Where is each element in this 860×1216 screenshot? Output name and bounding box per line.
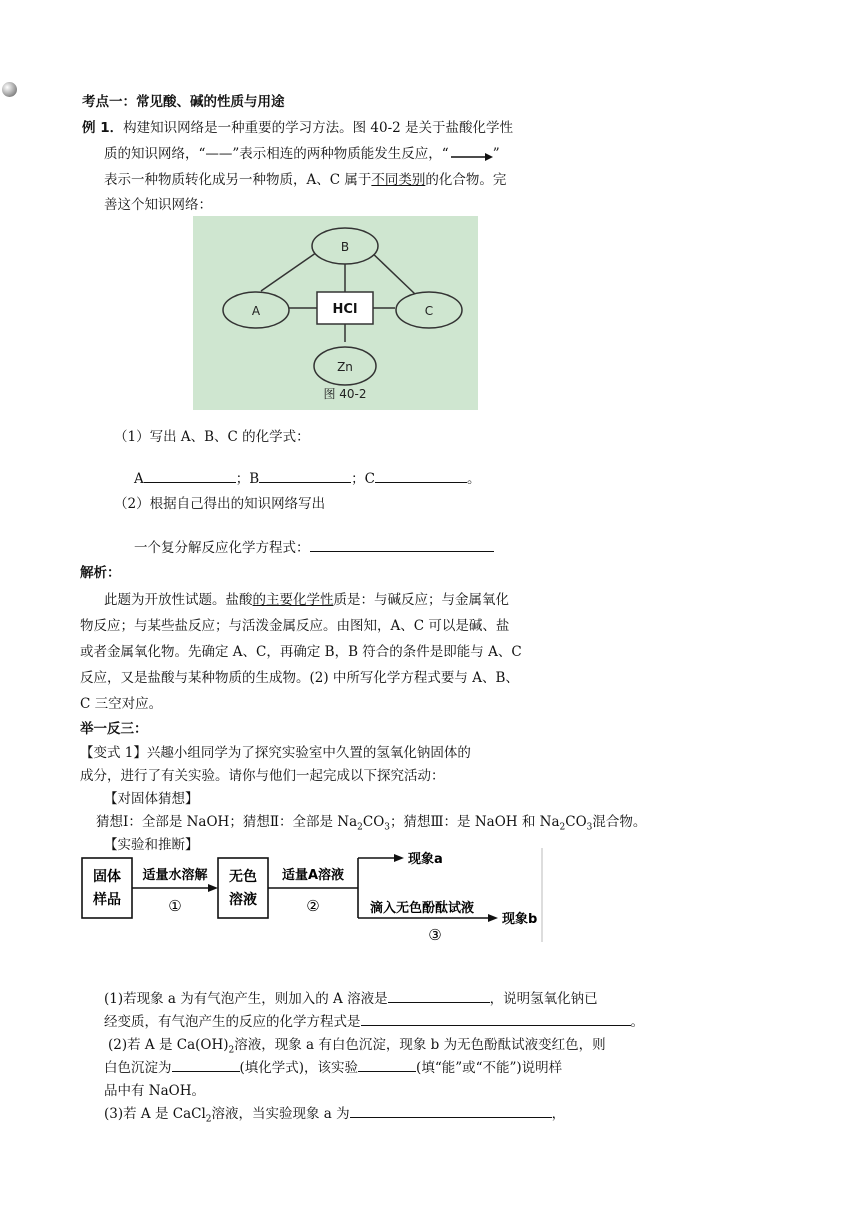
step-2-label: 适量A溶液	[281, 868, 345, 883]
subscript: 2	[559, 822, 566, 833]
example-text: 表示一种物质转化成另一种物质，A、C 属于	[104, 172, 372, 188]
step-3-label: 滴入无色酚酞试液	[369, 901, 475, 916]
question-text: 溶液，现象 a 有白色沉淀，现象 b 为无色酚酞试液变红色，则	[234, 1037, 606, 1053]
practice-title: 举一反三：	[80, 721, 148, 737]
analysis-line-3: 或者金属氧化物。先确定 A、C，再确定 B，B 符合的条件是即能与 A、C	[80, 644, 522, 660]
blank-equation-2[interactable]	[361, 1013, 631, 1026]
box2-line-2: 溶液	[229, 892, 257, 908]
blank-a[interactable]	[144, 470, 236, 483]
blank-precipitate[interactable]	[172, 1059, 240, 1072]
question-2: （2）根据自己得出的知识网络写出	[114, 496, 326, 512]
experiment-heading: 【实验和推断】	[104, 837, 199, 853]
result-b: 现象b	[502, 912, 538, 927]
step-1-number: ①	[168, 897, 182, 915]
label-b: ；B	[235, 471, 260, 487]
step-2-number: ②	[306, 897, 320, 915]
subscript: 2	[357, 822, 363, 833]
example-line-2	[104, 142, 500, 162]
blank-equation[interactable]	[310, 539, 494, 552]
node-a: A	[251, 304, 261, 318]
example-text: 构建知识网络是一种重要的学习方法。图 40-2 是关于盐酸化学性	[123, 120, 514, 136]
guess-text: CO	[565, 814, 587, 830]
figure-caption: 图 40-2	[323, 387, 367, 401]
variant-1-line-2: 成分，进行了有关实验。请你与他们一起完成以下探究活动：	[80, 768, 445, 784]
step-1-label: 适量水溶解	[142, 868, 208, 883]
question-text: ，说明氢氧化钠已	[489, 991, 598, 1007]
box1-line-1: 固体	[93, 869, 121, 885]
analysis-line-2: 物反应；与某些盐反应；与活泼金属反应。由图知，A、C 可以是碱、盐	[80, 618, 510, 634]
experiment-flow-diagram	[80, 846, 550, 946]
section-title: 考点一：常见酸、碱的性质与用途	[82, 94, 285, 110]
box2-line-1: 无色	[229, 869, 257, 885]
label-a: A	[134, 471, 144, 487]
variant-1-line-1: 【变式 1】兴趣小组同学为了探究实验室中久置的氢氧化钠固体的	[80, 745, 471, 761]
subscript: 2	[205, 1114, 212, 1125]
sub-question-1-line-2	[104, 1010, 644, 1030]
subscript: 3	[384, 822, 391, 833]
example-text: 的化合物。完	[425, 172, 507, 188]
sub-question-3-line-1	[104, 1102, 565, 1125]
question-text: (1)若现象 a 为有气泡产生，则加入的 A 溶液是	[104, 991, 388, 1007]
result-a: 现象a	[408, 852, 443, 867]
question-text: (2)若 A 是 Ca(OH)	[108, 1037, 229, 1053]
sub-question-2-line-1	[108, 1033, 606, 1056]
question-text: 经变质，有气泡产生的反应的化学方程式是	[104, 1014, 361, 1030]
underlined-term: 的主要化学性	[252, 592, 334, 608]
bullet-ball-icon	[2, 82, 17, 97]
analysis-line-4: 反应，又是盐酸与某种物质的生成物。(2) 中所写化学方程式要与 A、B、	[80, 670, 519, 686]
sub-question-1-line-1	[104, 987, 598, 1007]
label-c: ；C	[351, 471, 376, 487]
node-c: C	[424, 304, 434, 318]
blank-can-or-cannot[interactable]	[358, 1059, 416, 1072]
guess-line	[96, 810, 646, 833]
sub-question-2-line-2	[104, 1056, 562, 1076]
underlined-term: 不同类别	[371, 172, 426, 188]
question-text: (填化学式)，该实验	[239, 1060, 359, 1076]
guess-text: 猜想Ⅰ：全部是 NaOH；猜想Ⅱ：全部是 Na	[96, 814, 358, 830]
comma: ，	[551, 1106, 566, 1122]
example-line-1	[82, 116, 513, 136]
example-label: 例 1．	[82, 120, 124, 136]
question-text: (3)若 A 是 CaCl	[104, 1106, 206, 1122]
question-text: 一个复分解反应化学方程式：	[134, 540, 310, 556]
blank-c[interactable]	[375, 470, 467, 483]
node-b: B	[340, 240, 350, 254]
blank-a-solution[interactable]	[388, 990, 490, 1003]
blank-b[interactable]	[259, 470, 351, 483]
question-text: (填“能”或“不能”)说明样	[416, 1060, 563, 1076]
period: 。	[630, 1014, 644, 1030]
question-text: 溶液，当实验现象 a 为	[211, 1106, 350, 1122]
node-zn: Zn	[337, 360, 353, 374]
question-text: 白色沉淀为	[104, 1060, 172, 1076]
knowledge-network-figure	[193, 216, 478, 410]
guess-text: CO	[362, 814, 385, 830]
box1-line-2: 样品	[93, 892, 121, 908]
example-text: 质的知识网络，“——”表示相连的两种物质能发生反应，“	[104, 146, 449, 162]
blank-phenomenon-a[interactable]	[350, 1105, 552, 1118]
guess-text: ；猜想Ⅲ：是 NaOH 和 Na	[390, 814, 560, 830]
analysis-title: 解析：	[80, 565, 121, 581]
arrow-icon	[449, 150, 493, 160]
analysis-text: 此题为开放性试题。盐酸	[104, 592, 253, 608]
period: 。	[467, 471, 481, 487]
answer-line-abc	[134, 467, 481, 487]
node-hcl: HCl	[332, 302, 358, 317]
question-1: （1）写出 A、B、C 的化学式：	[114, 429, 310, 445]
subscript: 2	[228, 1045, 235, 1056]
analysis-line-1	[104, 588, 509, 608]
question-2-line-2	[134, 536, 494, 556]
guess-text: 混合物。	[592, 814, 647, 830]
subscript: 3	[586, 822, 593, 833]
analysis-line-5: C 三空对应。	[80, 696, 163, 712]
guess-heading: 【对固体猜想】	[104, 791, 199, 807]
sub-question-2-line-3: 品中有 NaOH。	[104, 1083, 205, 1099]
analysis-text: 质是：与碱反应；与金属氧化	[333, 592, 509, 608]
step-3-number: ③	[428, 926, 442, 944]
example-line-3	[104, 168, 506, 188]
example-line-4: 善这个知识网络：	[104, 197, 212, 213]
example-text: ”	[492, 146, 500, 162]
